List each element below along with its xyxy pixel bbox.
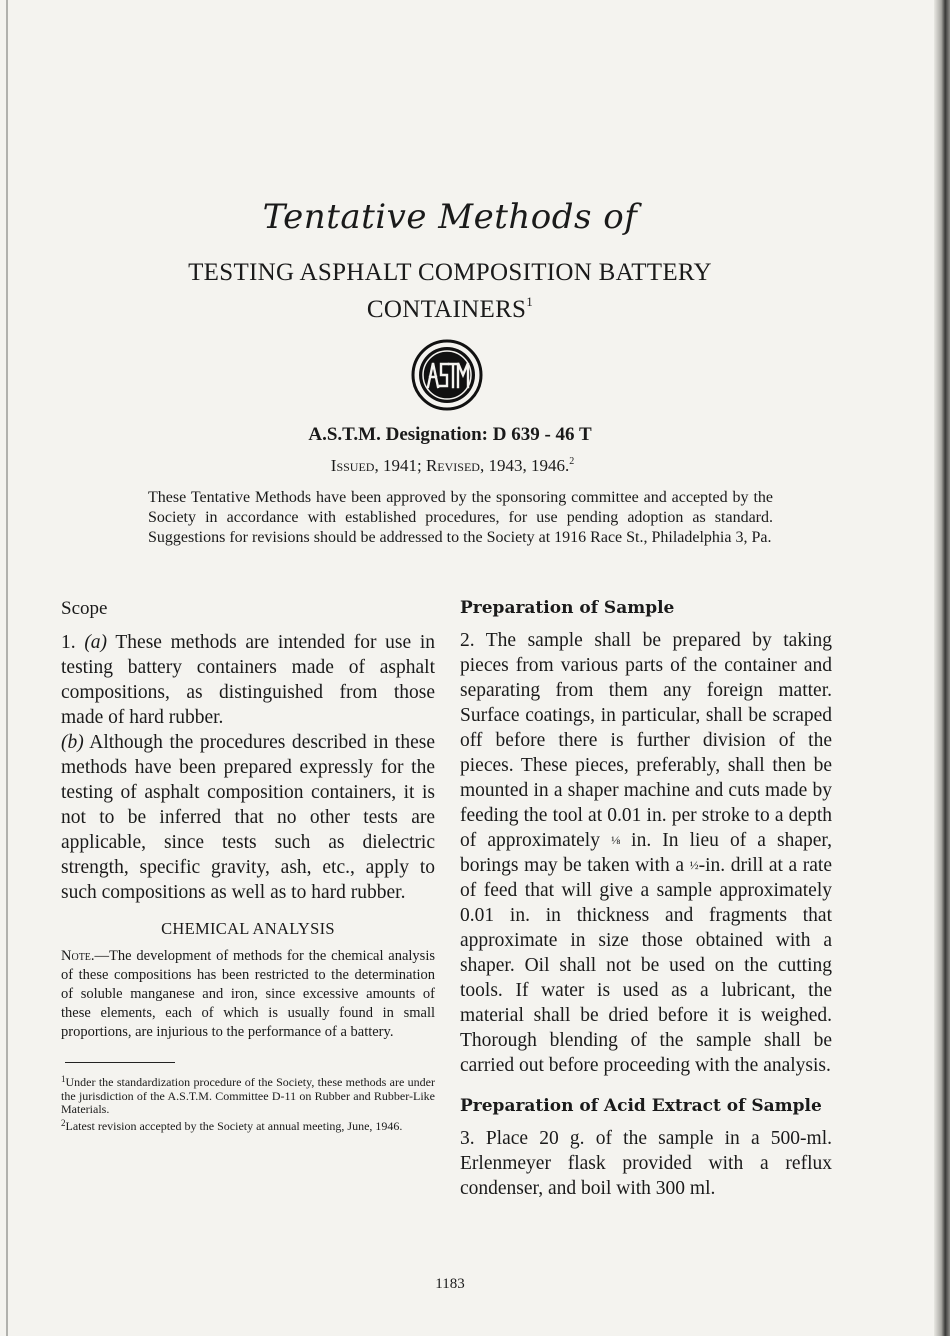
page-number: 1183 — [435, 1276, 465, 1292]
issue-history — [0, 456, 905, 476]
italic-title: Tentative Methods of — [262, 197, 638, 237]
note — [61, 947, 435, 1042]
para-b-text: Although the procedures described in these methods have been prepared expressly for the testing of asphalt composition containers, it is not to be inferred that no other tests are applicable, since tests such as dielectric strength, specific gravity, ash, etc., apply to such compositions as well as to hard rubber. — [61, 732, 435, 903]
footnote-divider — [65, 1062, 175, 1063]
scope-heading: Scope — [61, 598, 108, 619]
prep-text-a: 2. The sample shall be prepared by taking pieces from various parts of the container and separating from them any foreign matter. Surface coatings, in particular, shall be scraped off before there is further division of the pieces. These pieces, preferably, shall then be mounted in a shaper machine and cuts made by feeding the tool at 0.01 in. per stroke to a depth of approximately — [460, 630, 832, 851]
scope-para-b — [61, 730, 435, 905]
main-title — [60, 258, 840, 324]
para-a-text: These methods are intended for use in testing battery containers made of asphalt compositions, as distinguished from those made of hard rubber. — [61, 632, 435, 728]
para-a-label: (a) — [84, 632, 108, 653]
scope-para-a — [61, 630, 435, 730]
preparation-para — [460, 628, 832, 1078]
left-column — [61, 598, 435, 1133]
footnote-2-text: Latest revision accepted by the Society at annual meeting, June, 1946. — [65, 1118, 403, 1133]
footnote-2 — [61, 1117, 435, 1134]
chemical-analysis-heading: CHEMICAL ANALYSIS — [161, 919, 335, 938]
note-text: .—The development of methods for the chemical analysis of these compositions has been restricted to the determination of soluble manganese and iron, since excessive amounts of these elements, each of which is usually found in small proportions, are injurious to the performance of a battery. — [61, 948, 435, 1040]
fraction-eighth: ⅛ — [611, 833, 621, 847]
para-number: 1. — [61, 632, 85, 653]
prep-text-c: -in. drill at a rate of feed that will give a sample approximately 0.01 in. in thickness and fragments that approximate in size those obtained with a shaper. Oil shall not be used on the cutting tools. If water is used as a lubricant, the material shall be dried before it is weighed. Thorough blending of the sample shall be carried out before proceeding with the analysis. — [460, 855, 833, 1076]
footnote-2-marker: 2 — [61, 1117, 66, 1128]
preparation-heading: Preparation of Sample — [460, 598, 675, 618]
para-b-label: (b) — [61, 732, 84, 753]
revised-label: Revised — [425, 456, 480, 475]
acid-extract-para: 3. Place 20 g. of the sample in a 500-ml. Erlenmeyer flask provided with a reflux condenser, and boil with 300 ml. — [460, 1128, 832, 1199]
scan-edge-right — [934, 0, 950, 1336]
revised-footnote-ref: 2 — [569, 456, 575, 467]
footnote-1 — [61, 1073, 435, 1117]
note-label: Note — [61, 948, 91, 964]
issued-year: , 1941; — [374, 456, 426, 475]
footnote-1-text: Under the standardization procedure of the Society, these methods are under the jurisdiction of the A.S.T.M. Committee D-11 on Rubber and Rubber-Like Materials. — [61, 1075, 435, 1116]
fraction-half: ½ — [689, 858, 699, 872]
acid-extract-heading: Preparation of Acid Extract of Sample — [460, 1096, 822, 1116]
issued-label: Issued — [330, 456, 375, 475]
footnote-1-marker: 1 — [61, 1074, 66, 1084]
main-title-footnote-ref: 1 — [526, 294, 534, 309]
right-column — [460, 598, 832, 1201]
main-title-line1: TESTING ASPHALT COMPOSITION BATTERY — [188, 259, 712, 286]
astm-logo-icon — [411, 339, 483, 411]
designation-code: D 639 - 46 T — [492, 424, 592, 445]
designation — [0, 424, 900, 446]
revised-years: , 1943, 1946. — [479, 456, 570, 475]
main-title-line2: CONTAINERS — [366, 296, 527, 323]
designation-label: A.S.T.M. Designation: — [308, 424, 488, 445]
abstract: These Tentative Methods have been approved by the sponsoring committee and accepted by the Society in accordance with established procedures, for use pending adoption as standard. Suggestions for revisions should be addressed to the Society at 1916 Race St., Philadelphia 3, Pa. — [148, 489, 773, 546]
prep-text-b: in. In lieu of a shaper, borings may be taken with a — [460, 830, 833, 876]
